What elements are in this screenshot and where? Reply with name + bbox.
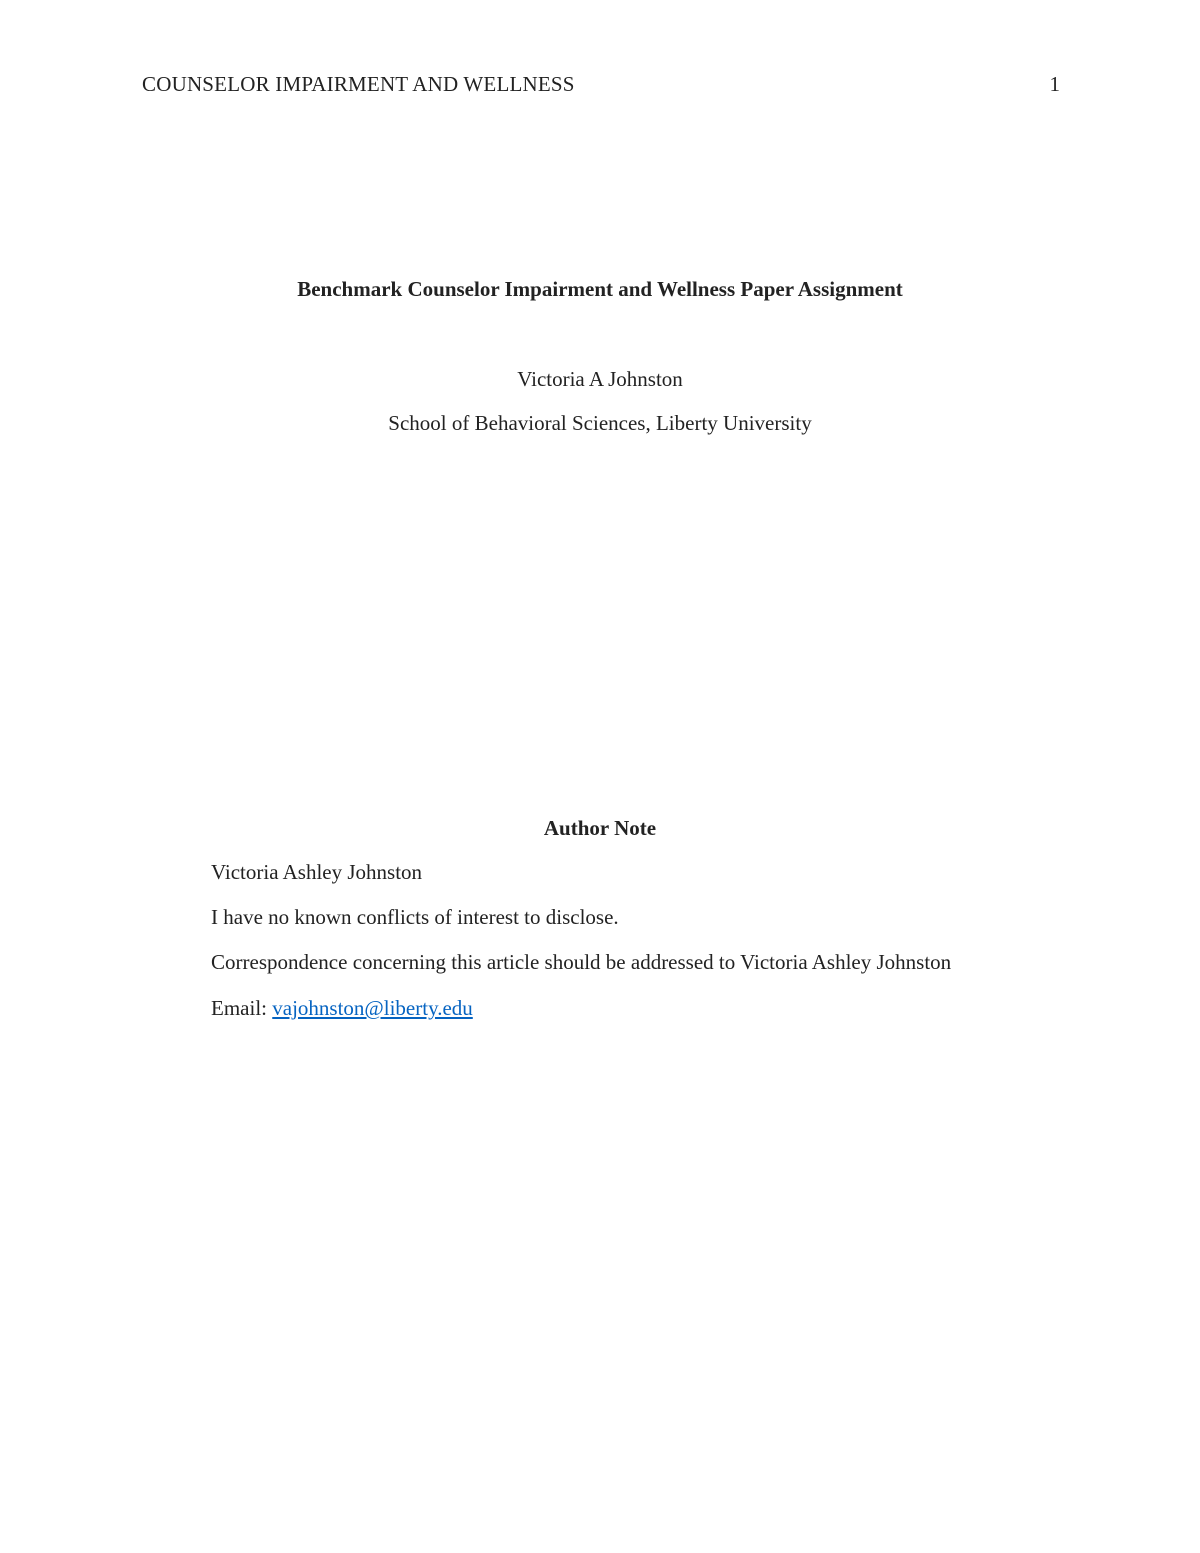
- email-label: Email:: [211, 996, 273, 1020]
- running-head: COUNSELOR IMPAIRMENT AND WELLNESS: [142, 72, 575, 96]
- author-note-name: Victoria Ashley Johnston: [211, 860, 423, 884]
- author-note-heading: Author Note: [543, 816, 657, 840]
- author-name: Victoria A Johnston: [517, 367, 683, 391]
- email-link[interactable]: vajohnston@liberty.edu: [272, 996, 473, 1020]
- author-note-conflicts: I have no known conflicts of interest to disclose.: [211, 905, 619, 929]
- author-note-email-line: [211, 996, 473, 1021]
- author-affiliation: School of Behavioral Sciences, Liberty University: [388, 411, 812, 435]
- paper-title: Benchmark Counselor Impairment and Wellness Paper Assignment: [297, 277, 903, 301]
- page-number: 1: [1049, 72, 1060, 96]
- author-note-correspondence: Correspondence concerning this article should be addressed to Victoria Ashley Johnston: [211, 950, 952, 974]
